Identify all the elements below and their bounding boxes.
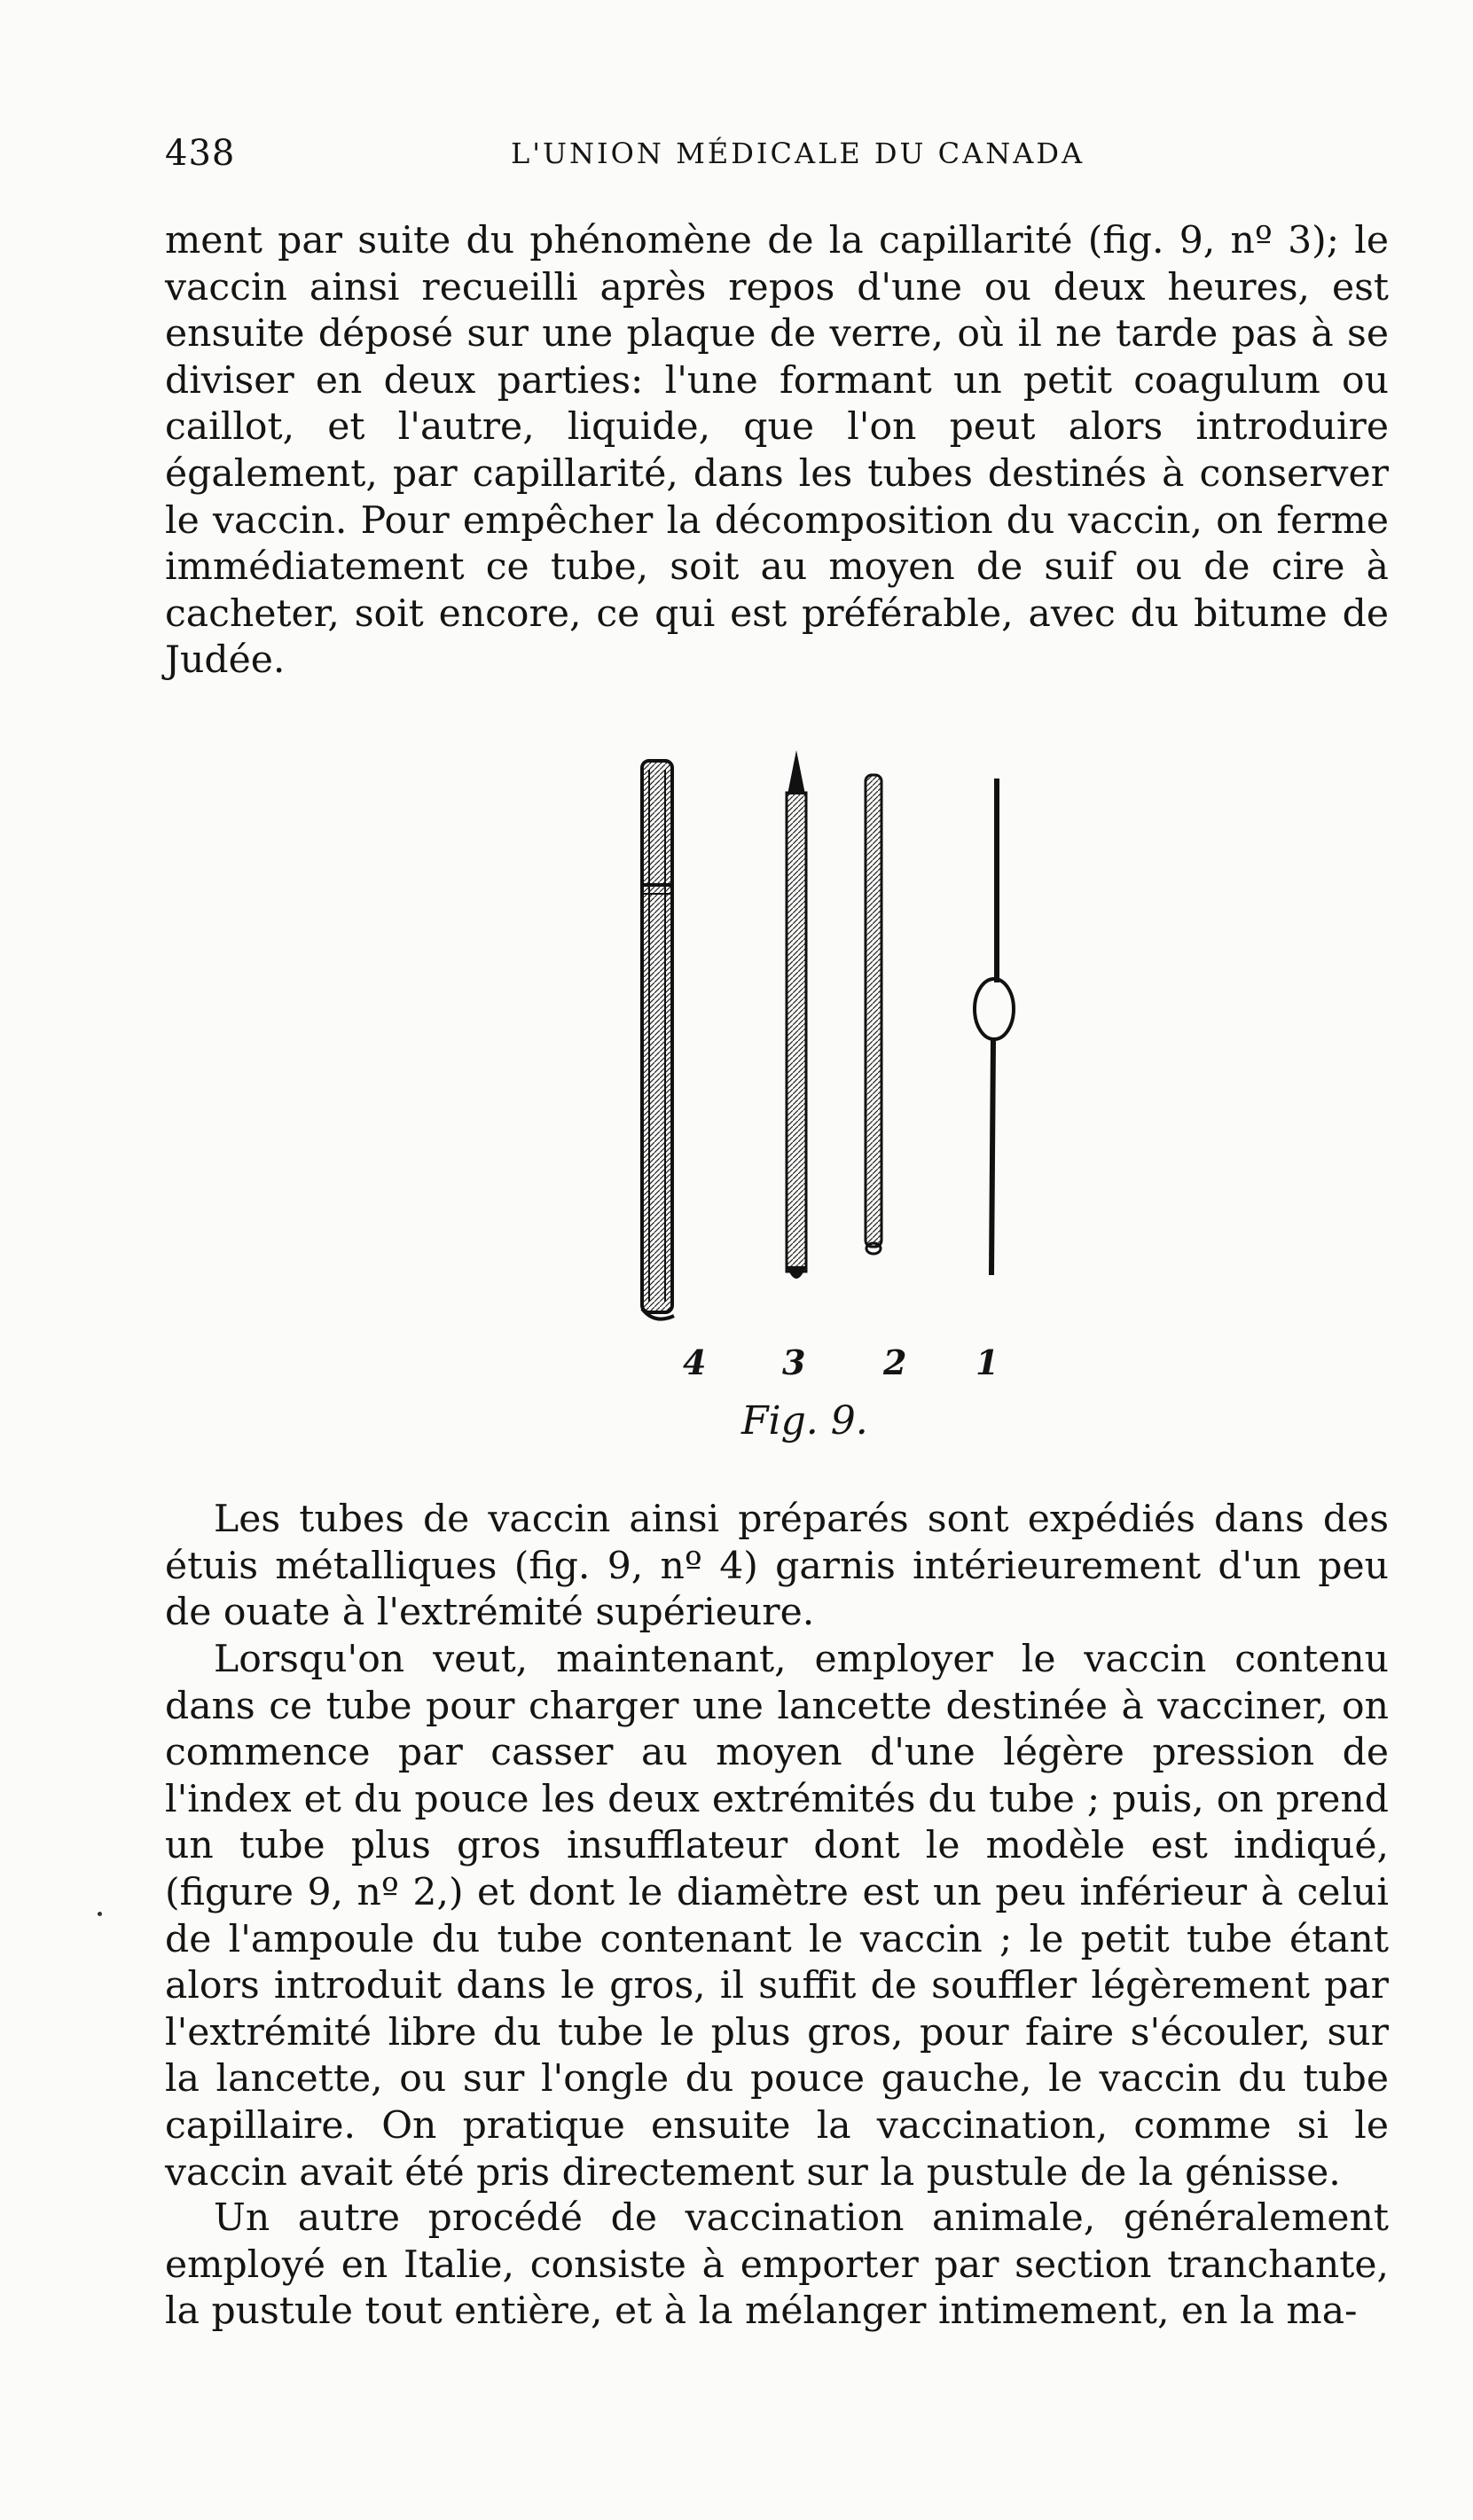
page-number: 438 bbox=[165, 133, 236, 174]
page-header bbox=[165, 133, 1371, 186]
paragraph-1: ment par suite du phénomène de la capillarité (fig. 9, nº 3); le vaccin ainsi recueilli après repos d'une ou deux heures, est ensuite déposé sur une plaque de verre, où il ne tarde pas à se diviser en deux parties: l'une formant un petit coagulum ou caillot, et l'autre, liquide, que l'on peut alors introduire également, par capillarité, dans les tubes destinés à conserver le vaccin. Pour empêcher la décomposition du vaccin, on ferme immédiatement ce tube, soit au moyen de suif ou de cire à cacheter, soit encore, ce qui est préférable, avec du bitume de Judée. bbox=[165, 219, 1389, 683]
figure-9 bbox=[612, 743, 1020, 1452]
tube-number-2: 2 bbox=[883, 1342, 907, 1382]
tube-number-3: 3 bbox=[782, 1342, 806, 1382]
ink-speck bbox=[98, 1912, 102, 1916]
paragraph-2: Les tubes de vaccin ainsi préparés sont expédiés dans des étuis métalliques (fig. 9, nº 4) garnis intérieurement d'un peu de ouate à l'extrémité supérieure. bbox=[165, 1498, 1389, 1635]
paragraph-4: Un autre procédé de vaccination animale, généralement employé en Italie, consiste à emporter par section tranchante, la pustule tout entière, et à la mélanger intimement, en la ma- bbox=[165, 2196, 1389, 2334]
tube-number-1: 1 bbox=[975, 1342, 999, 1382]
paragraph-3: Lorsqu'on veut, maintenant, employer le vaccin contenu dans ce tube pour charger une lancette destinée à vacciner, on commence par casser au moyen d'une légère pression de l'index et du pouce les deux extrémités du tube ; puis, on prend un tube plus gros insufflateur dont le modèle est indiqué, (figure 9, nº 2,) et dont le diamètre est un peu inférieur à celui de l'ampoule du tube contenant le vaccin ; le petit tube étant alors introduit dans le gros, il suffit de souffler légèrement par l'extrémité libre du tube le plus gros, pour faire s'écouler, sur la lancette, ou sur l'ongle du pouce gauche, le vaccin du tube capillaire. On pratique ensuite la vaccination, comme si le vaccin avait été pris directement sur la pustule de la génisse. bbox=[165, 1638, 1389, 2195]
figure-caption: Fig. 9. bbox=[741, 1398, 868, 1444]
running-title: L'UNION MÉDICALE DU CANADA bbox=[511, 137, 1085, 170]
tube-number-4: 4 bbox=[683, 1342, 707, 1382]
